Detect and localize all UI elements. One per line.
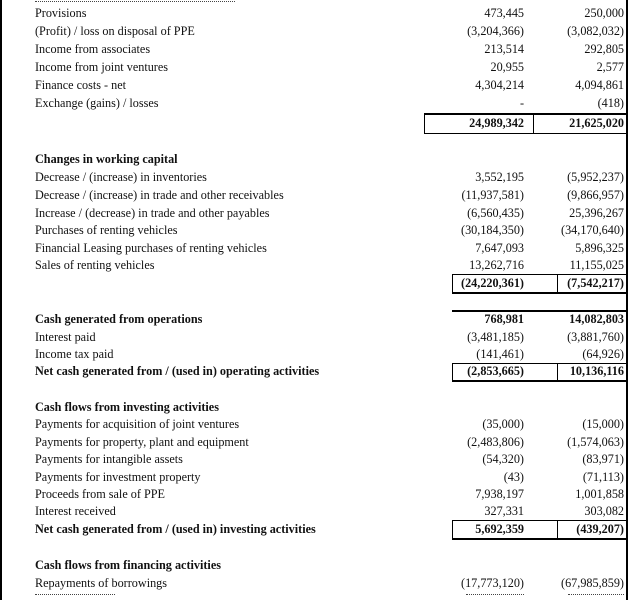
- section-header: [0, 399, 630, 416]
- table-row: [0, 240, 630, 257]
- total-row: [0, 363, 630, 380]
- subtotal-underline: [452, 292, 626, 294]
- row-label: Payments for intangible assets: [35, 452, 183, 466]
- prior-year-subtotal: (7,542,217): [567, 276, 624, 290]
- current-year-value: 20,955: [490, 60, 524, 74]
- table-row: [0, 77, 630, 94]
- table-row: [0, 41, 630, 58]
- row-label: Income tax paid: [35, 347, 114, 361]
- current-year-value: (11,937,581): [461, 188, 524, 202]
- row-label: Sales of renting vehicles: [35, 258, 155, 272]
- prior-year-value: 292,805: [584, 42, 624, 56]
- table-row: [0, 311, 630, 328]
- table-row: [0, 486, 630, 503]
- row-label: Finance costs - net: [35, 78, 127, 92]
- current-year-value: 473,445: [484, 6, 524, 20]
- current-year-value: 768,981: [484, 312, 524, 326]
- section-title: Cash flows from financing activities: [35, 558, 221, 572]
- prior-year-value: (3,881,760): [567, 330, 624, 344]
- current-year-value: (2,483,806): [467, 435, 524, 449]
- table-row: [0, 503, 630, 520]
- prior-year-value: 11,155,025: [569, 258, 624, 272]
- table-row: [0, 187, 630, 204]
- current-year-value: 5,692,359: [475, 522, 524, 536]
- prior-year-value: (34,170,640): [561, 223, 624, 237]
- row-label: Provisions: [35, 6, 87, 20]
- total-box-left: [452, 520, 453, 540]
- prior-year-value: 250,000: [584, 6, 624, 20]
- current-year-value: (43): [503, 470, 524, 484]
- total-underline: [452, 380, 626, 382]
- total-underline: [452, 538, 626, 540]
- current-year-value: 213,514: [484, 42, 524, 56]
- table-row: [0, 23, 630, 40]
- current-year-subtotal: (24,220,361): [461, 276, 524, 290]
- subtotal-box-divider: [557, 274, 558, 294]
- prior-year-value: (83,971): [582, 452, 624, 466]
- section-header: [0, 557, 630, 574]
- row-label: Decrease / (increase) in inventories: [35, 170, 207, 184]
- subtotal-box-divider: [533, 113, 534, 134]
- prior-year-value: 303,082: [584, 504, 624, 518]
- table-row: [0, 575, 630, 592]
- section-title: Changes in working capital: [35, 152, 178, 166]
- subtotal-underline: [424, 133, 626, 134]
- section-title: Cash flows from investing activities: [35, 400, 219, 414]
- prior-year-value: 5,896,325: [575, 241, 624, 255]
- row-label: Cash generated from operations: [35, 312, 203, 326]
- table-row: [0, 416, 630, 433]
- row-label: Interest paid: [35, 330, 96, 344]
- row-label: Income from associates: [35, 42, 151, 56]
- table-row: [0, 469, 630, 486]
- row-label: Repayments of borrowings: [35, 576, 168, 590]
- current-year-value: (3,204,366): [467, 24, 524, 38]
- table-row: [0, 59, 630, 76]
- current-year-value: 13,262,716: [469, 258, 524, 272]
- prior-year-value: 25,396,267: [569, 206, 624, 220]
- table-row: [0, 434, 630, 451]
- row-label: Net cash generated from / (used in) operating activities: [35, 364, 320, 378]
- total-row: [0, 521, 630, 538]
- subtotal-row: [0, 275, 630, 292]
- current-year-value: -: [519, 96, 524, 110]
- row-label: (Profit) / loss on disposal of PPE: [35, 24, 195, 38]
- current-year-value: 4,304,214: [475, 78, 524, 92]
- row-label: Net cash generated from / (used in) investing activities: [35, 522, 316, 536]
- current-year-value: (35,000): [482, 417, 524, 431]
- table-row: [0, 169, 630, 186]
- current-year-value: (6,560,435): [467, 206, 524, 220]
- prior-year-value: 2,577: [596, 60, 624, 74]
- table-row: [0, 257, 630, 274]
- row-label: Exchange (gains) / losses: [35, 96, 159, 110]
- prior-year-value: (71,113): [582, 470, 624, 484]
- prior-year-value: 4,094,861: [575, 78, 624, 92]
- row-label: Payments for investment property: [35, 470, 201, 484]
- current-year-value: 7,938,197: [475, 487, 524, 501]
- row-label: Interest received: [35, 504, 116, 518]
- prior-year-value: 1,001,858: [575, 487, 624, 501]
- cropped-bottom-line: [0, 594, 630, 600]
- table-row: [0, 5, 630, 22]
- prior-year-value: 14,082,803: [569, 312, 624, 326]
- table-row: [0, 205, 630, 222]
- current-year-value: (141,461): [476, 347, 524, 361]
- prior-year-value: (1,574,063): [567, 435, 624, 449]
- prior-year-value: (64,926): [582, 347, 624, 361]
- current-year-value: 327,331: [484, 504, 524, 518]
- current-year-value: (54,320): [482, 452, 524, 466]
- row-label: Income from joint ventures: [35, 60, 169, 74]
- row-label: Purchases of renting vehicles: [35, 223, 178, 237]
- section-header: [0, 151, 630, 168]
- table-row: [0, 346, 630, 363]
- table-row: [0, 329, 630, 346]
- current-year-value: (30,184,350): [461, 223, 524, 237]
- table-row: [0, 95, 630, 112]
- prior-year-value: (67,985,859): [561, 576, 624, 590]
- prior-year-value: 10,136,116: [569, 364, 624, 378]
- subtotal-box-left: [424, 113, 425, 134]
- current-year-value: (3,481,185): [467, 330, 524, 344]
- total-box-divider: [557, 520, 558, 540]
- total-box-divider: [557, 363, 558, 382]
- prior-year-value: (9,866,957): [567, 188, 624, 202]
- prior-year-value: (15,000): [582, 417, 624, 431]
- table-row: [0, 451, 630, 468]
- row-label: Increase / (decrease) in trade and other payables: [35, 206, 270, 220]
- prior-year-value: (439,207): [576, 522, 624, 536]
- current-year-value: (17,773,120): [461, 576, 524, 590]
- current-year-value: 7,647,093: [475, 241, 524, 255]
- current-year-subtotal: 24,989,342: [469, 116, 524, 130]
- prior-year-subtotal: 21,625,020: [569, 116, 624, 130]
- row-label: Payments for acquisition of joint ventures: [35, 417, 240, 431]
- total-box-left: [452, 363, 453, 382]
- subtotal-row: [0, 115, 630, 132]
- prior-year-value: (5,952,237): [567, 170, 624, 184]
- row-label: Decrease / (increase) in trade and other receivables: [35, 188, 284, 202]
- prior-year-value: (3,082,032): [567, 24, 624, 38]
- current-year-value: 3,552,195: [475, 170, 524, 184]
- row-label: Financial Leasing purchases of renting vehicles: [35, 241, 267, 255]
- prior-year-value: (418): [597, 96, 624, 110]
- row-label: Proceeds from sale of PPE: [35, 487, 165, 501]
- table-row: [0, 222, 630, 239]
- current-year-value: (2,853,665): [467, 364, 524, 378]
- subtotal-box-left: [452, 274, 453, 294]
- row-label: Payments for property, plant and equipment: [35, 435, 249, 449]
